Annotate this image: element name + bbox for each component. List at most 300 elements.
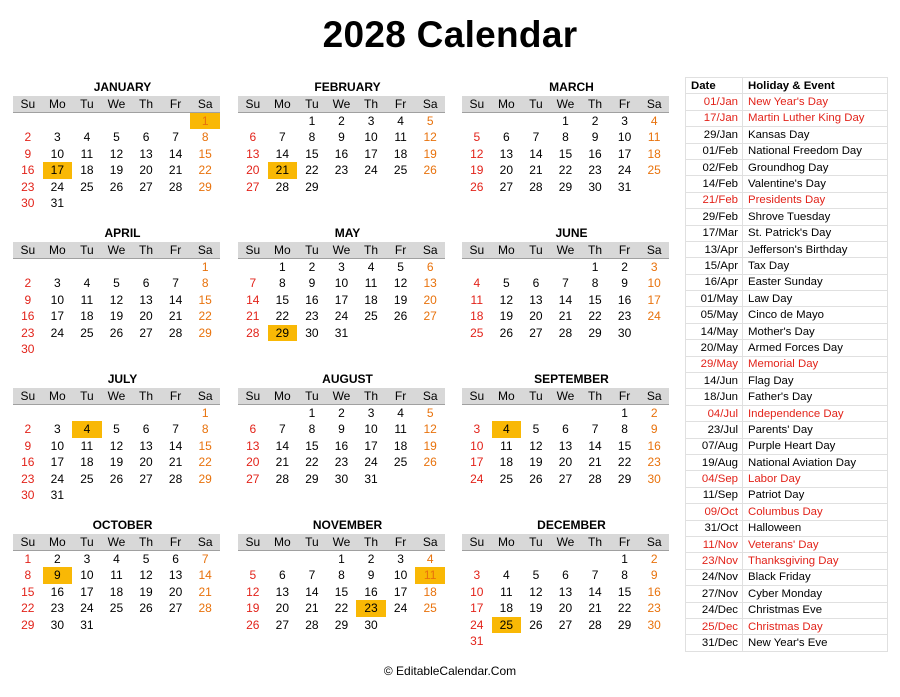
empty-day [268, 113, 298, 130]
day-cell: 28 [246, 325, 260, 340]
day-cell: 15 [588, 292, 602, 307]
day-cell: 13 [558, 584, 573, 599]
month-grid [238, 242, 457, 341]
weekday-header: Sa [415, 534, 445, 551]
day-cell: 1 [279, 259, 286, 274]
day-cell: 30 [21, 342, 35, 356]
day-cell: 19 [470, 163, 484, 177]
day-cell: 20 [246, 455, 260, 469]
weekday-header: Tu [521, 96, 551, 113]
day-cell: 21 [198, 584, 212, 599]
day-cell: 15 [198, 146, 212, 161]
day-cell: 25 [80, 471, 94, 486]
empty-day [580, 551, 610, 568]
holiday-date: 16/Apr [686, 274, 743, 290]
weekday-header: Fr [610, 242, 640, 259]
holiday-event: Veterans' Day [743, 536, 888, 552]
weekday-header: We [551, 388, 581, 405]
day-cell: 5 [532, 568, 540, 582]
day-cell: 19 [529, 455, 543, 469]
day-cell: 22 [275, 309, 290, 323]
day-cell: 18 [423, 584, 437, 599]
day-cell: 28 [275, 471, 290, 486]
holiday-event: Mother's Day [743, 323, 888, 339]
day-cell: 5 [249, 568, 257, 582]
day-cell: 18 [80, 455, 94, 469]
month-august [238, 370, 457, 487]
day-cell: 15 [21, 584, 35, 599]
day-cell: 24 [617, 163, 632, 177]
day-cell: 4 [72, 421, 102, 438]
day-cell: 27 [168, 601, 183, 615]
weekday-header: Th [131, 388, 161, 405]
day-cell: 14 [529, 146, 543, 161]
day-cell: 2 [54, 551, 61, 566]
day-cell: 29 [198, 471, 212, 486]
day-cell: 23 [617, 309, 632, 323]
holiday-row [686, 110, 888, 126]
day-cell: 24 [470, 471, 484, 486]
day-cell: 20 [558, 601, 573, 615]
day-cell: 3 [54, 276, 61, 290]
weekday-header: Th [356, 96, 386, 113]
empty-day [238, 405, 268, 422]
day-cell: 21 [558, 309, 573, 323]
day-cell: 19 [499, 309, 514, 323]
holiday-row [686, 241, 888, 257]
holiday-event: Black Friday [743, 569, 888, 585]
day-cell: 8 [201, 130, 209, 144]
day-cell: 8 [562, 130, 569, 144]
day-cell: 28 [529, 179, 543, 194]
day-cell: 3 [338, 259, 345, 274]
day-cell: 21 [246, 309, 260, 323]
holiday-row [686, 487, 888, 503]
day-cell: 15 [617, 584, 632, 599]
day-cell: 17 [334, 292, 349, 307]
day-cell: 23 [356, 600, 386, 617]
day-cell: 20 [246, 163, 260, 177]
weekday-header: Fr [610, 388, 640, 405]
day-cell: 9 [621, 276, 628, 290]
holiday-date: 11/Nov [686, 536, 743, 552]
day-cell: 5 [113, 276, 120, 290]
weekday-header: Su [13, 96, 43, 113]
holiday-date: 21/Feb [686, 192, 743, 208]
empty-day [492, 113, 522, 130]
holiday-event: Independence Day [743, 405, 888, 421]
weekday-header: Tu [521, 534, 551, 551]
holiday-date: 05/May [686, 307, 743, 323]
day-cell: 13 [139, 438, 153, 453]
day-cell: 1 [24, 551, 32, 566]
day-cell: 8 [621, 422, 628, 436]
day-cell: 5 [113, 130, 120, 144]
day-cell: 21 [305, 601, 319, 615]
day-cell: 3 [367, 113, 375, 128]
day-cell: 25 [423, 601, 437, 615]
day-cell: 30 [50, 617, 65, 632]
day-cell: 26 [423, 455, 437, 469]
day-cell: 12 [109, 146, 124, 161]
weekday-header: Fr [161, 96, 191, 113]
holiday-date: 23/Jul [686, 422, 743, 438]
day-cell: 1 [308, 113, 316, 128]
holiday-row [686, 258, 888, 274]
holiday-event: Cyber Monday [743, 586, 888, 602]
day-cell: 4 [113, 551, 120, 566]
month-july [13, 370, 232, 504]
day-cell: 18 [80, 163, 94, 177]
day-cell: 21 [529, 163, 543, 177]
day-cell: 6 [142, 276, 150, 290]
holiday-date: 15/Apr [686, 258, 743, 274]
empty-day [131, 259, 161, 276]
day-cell: 2 [24, 276, 32, 290]
day-cell: 25 [80, 325, 94, 340]
day-cell: 8 [621, 568, 628, 582]
day-cell: 28 [558, 325, 573, 340]
day-cell: 30 [588, 179, 602, 194]
day-cell: 1 [308, 405, 316, 420]
weekday-header: We [551, 242, 581, 259]
day-cell: 24 [647, 309, 661, 323]
holiday-date: 24/Dec [686, 602, 743, 618]
day-cell: 1 [201, 405, 209, 420]
month-name: DECEMBER [537, 518, 606, 532]
day-cell: 5 [142, 551, 150, 566]
day-cell: 18 [470, 309, 484, 323]
day-cell: 14 [168, 146, 183, 161]
day-cell: 9 [650, 422, 658, 436]
holiday-date: 17/Mar [686, 225, 743, 241]
day-cell: 28 [168, 325, 183, 340]
holiday-row [686, 127, 888, 143]
day-cell: 7 [172, 422, 179, 436]
day-cell: 19 [246, 601, 260, 615]
day-cell: 25 [499, 471, 514, 486]
empty-day [521, 405, 551, 422]
day-cell: 27 [275, 617, 290, 632]
holiday-event: St. Patrick's Day [743, 225, 888, 241]
weekday-header: Sa [415, 388, 445, 405]
day-cell: 10 [470, 438, 484, 453]
month-name: JUNE [555, 226, 588, 240]
day-cell: 19 [109, 163, 124, 177]
holiday-event: Presidents Day [743, 192, 888, 208]
day-cell: 27 [246, 471, 260, 486]
month-grid [13, 96, 232, 212]
day-cell: 31 [617, 179, 632, 194]
day-cell: 14 [275, 438, 290, 453]
day-cell: 27 [246, 179, 260, 194]
day-cell: 30 [305, 325, 319, 340]
holiday-event: Father's Day [743, 389, 888, 405]
day-cell: 4 [397, 405, 404, 420]
day-cell: 20 [558, 455, 573, 469]
month-grid [462, 388, 681, 487]
day-cell: 20 [275, 601, 290, 615]
weekday-header: Su [238, 388, 268, 405]
holiday-row [686, 504, 888, 520]
holiday-date: 20/May [686, 340, 743, 356]
month-name: MARCH [549, 80, 594, 94]
empty-day [131, 405, 161, 422]
holiday-row [686, 291, 888, 307]
day-cell: 29 [617, 617, 632, 632]
holiday-row [686, 569, 888, 585]
day-cell: 3 [473, 422, 481, 436]
holiday-row [686, 340, 888, 356]
day-cell: 11 [364, 276, 378, 290]
month-october [13, 516, 232, 633]
day-cell: 18 [364, 292, 378, 307]
day-cell: 23 [334, 455, 349, 469]
holiday-event: Columbus Day [743, 504, 888, 520]
day-cell: 9 [24, 292, 32, 307]
day-cell: 27 [139, 179, 153, 194]
day-cell: 19 [423, 146, 437, 161]
day-cell: 2 [650, 405, 658, 420]
day-cell: 17 [393, 584, 408, 599]
holiday-event: Cinco de Mayo [743, 307, 888, 323]
day-cell: 26 [470, 179, 484, 194]
day-cell: 26 [139, 601, 153, 615]
day-cell: 4 [492, 421, 522, 438]
day-cell: 23 [21, 471, 35, 486]
day-cell: 10 [334, 276, 349, 290]
day-cell: 17 [647, 292, 661, 307]
day-cell: 16 [647, 584, 661, 599]
day-cell: 7 [591, 568, 599, 582]
weekday-header: Mo [43, 534, 73, 551]
empty-day [102, 113, 132, 130]
month-name: NOVEMBER [312, 518, 383, 532]
day-cell: 5 [503, 276, 510, 290]
day-cell: 31 [364, 471, 378, 486]
weekday-header: Fr [161, 534, 191, 551]
day-cell: 10 [647, 276, 661, 290]
day-cell: 3 [367, 405, 375, 420]
holiday-event: Armed Forces Day [743, 340, 888, 356]
weekday-header: Th [356, 388, 386, 405]
day-cell: 24 [50, 179, 65, 194]
day-cell: 16 [50, 584, 65, 599]
empty-day [238, 259, 268, 276]
day-cell: 9 [43, 567, 73, 584]
day-cell: 8 [24, 568, 32, 582]
day-cell: 17 [50, 455, 65, 469]
holiday-row [686, 274, 888, 290]
day-cell: 22 [558, 163, 573, 177]
weekday-header: Mo [43, 388, 73, 405]
day-cell: 5 [397, 259, 404, 274]
day-cell: 21 [588, 455, 602, 469]
empty-day [43, 259, 73, 276]
day-cell: 16 [617, 292, 632, 307]
month-name: JULY [107, 372, 138, 386]
day-cell: 30 [647, 471, 661, 486]
empty-day [131, 113, 161, 130]
day-cell: 13 [246, 438, 260, 453]
holiday-event: Valentine's Day [743, 176, 888, 192]
weekday-header: Su [13, 388, 43, 405]
day-cell: 22 [617, 601, 632, 615]
day-cell: 30 [334, 471, 349, 486]
day-cell: 10 [50, 438, 65, 453]
day-cell: 7 [591, 422, 599, 436]
holiday-row [686, 192, 888, 208]
weekday-header: Fr [161, 388, 191, 405]
day-cell: 23 [588, 163, 602, 177]
day-cell: 16 [334, 146, 349, 161]
day-cell: 29 [334, 617, 349, 632]
day-cell: 23 [305, 309, 319, 323]
day-cell: 9 [308, 276, 316, 290]
month-grid [462, 534, 681, 650]
empty-day [72, 113, 102, 130]
holiday-table [685, 77, 888, 652]
weekday-header: Sa [415, 96, 445, 113]
day-cell: 25 [80, 179, 94, 194]
weekday-header: Mo [268, 534, 298, 551]
day-cell: 30 [364, 617, 378, 632]
day-cell: 14 [588, 584, 602, 599]
weekday-header: Sa [190, 534, 220, 551]
day-cell: 3 [473, 568, 481, 582]
day-cell: 27 [499, 179, 514, 194]
day-cell: 15 [617, 438, 632, 453]
holiday-row [686, 471, 888, 487]
weekday-header: We [327, 242, 357, 259]
weekday-header: Fr [386, 96, 416, 113]
month-name: OCTOBER [92, 518, 153, 532]
day-cell: 18 [647, 146, 661, 161]
weekday-header: Th [356, 242, 386, 259]
day-cell: 23 [21, 179, 35, 194]
day-cell: 13 [529, 292, 543, 307]
day-cell: 15 [198, 438, 212, 453]
day-cell: 3 [397, 551, 404, 566]
empty-day [72, 405, 102, 422]
weekday-header: Sa [639, 534, 669, 551]
day-cell: 16 [334, 438, 349, 453]
day-cell: 7 [562, 276, 569, 290]
empty-day [492, 551, 522, 568]
day-cell: 18 [499, 601, 514, 615]
day-cell: 17 [617, 146, 632, 161]
holiday-event: Martin Luther King Day [743, 110, 888, 126]
holiday-row [686, 422, 888, 438]
weekday-header: Fr [386, 388, 416, 405]
empty-day [161, 113, 191, 130]
month-grid [238, 534, 457, 633]
holiday-event: Christmas Eve [743, 602, 888, 618]
day-cell: 23 [647, 601, 661, 615]
day-cell: 23 [334, 163, 349, 177]
day-cell: 5 [426, 405, 434, 420]
weekday-header: Mo [43, 242, 73, 259]
day-cell: 16 [588, 146, 602, 161]
day-cell: 11 [500, 438, 513, 453]
day-cell: 30 [647, 617, 661, 632]
month-march [462, 78, 681, 195]
empty-day [462, 551, 492, 568]
day-cell: 8 [591, 276, 599, 290]
day-cell: 11 [415, 567, 445, 584]
holiday-row [686, 520, 888, 536]
weekday-header: Tu [297, 96, 327, 113]
day-cell: 2 [24, 130, 32, 144]
day-cell: 18 [393, 146, 408, 161]
day-cell: 8 [201, 276, 209, 290]
day-cell: 28 [168, 471, 183, 486]
day-cell: 12 [499, 292, 514, 307]
day-cell: 9 [338, 422, 345, 436]
day-cell: 4 [83, 130, 91, 144]
month-name: MAY [334, 226, 361, 240]
day-cell: 6 [142, 130, 150, 144]
day-cell: 10 [393, 568, 408, 582]
day-cell: 1 [562, 113, 569, 128]
month-january [13, 78, 232, 212]
day-cell: 24 [80, 601, 94, 615]
day-cell: 22 [305, 163, 319, 177]
day-cell: 24 [334, 309, 349, 323]
day-cell: 6 [562, 422, 569, 436]
day-cell: 1 [190, 113, 220, 130]
day-cell: 12 [423, 422, 437, 436]
day-cell: 14 [305, 584, 319, 599]
day-cell: 21 [275, 455, 290, 469]
day-cell: 19 [423, 438, 437, 453]
day-cell: 10 [50, 292, 65, 307]
holiday-date: 04/Jul [686, 405, 743, 421]
day-cell: 11 [647, 130, 661, 144]
holiday-date: 02/Feb [686, 159, 743, 175]
weekday-header: Sa [639, 242, 669, 259]
holiday-event: Halloween [743, 520, 888, 536]
day-cell: 12 [246, 584, 260, 599]
weekday-header: Fr [386, 534, 416, 551]
day-cell: 22 [198, 163, 212, 177]
weekday-header: Th [131, 534, 161, 551]
day-cell: 22 [334, 601, 349, 615]
weekday-header: Tu [297, 388, 327, 405]
day-cell: 24 [364, 455, 378, 469]
day-cell: 13 [246, 146, 260, 161]
month-grid [238, 388, 457, 487]
weekday-header: Sa [639, 96, 669, 113]
empty-day [13, 405, 43, 422]
day-cell: 12 [109, 292, 124, 307]
day-cell: 6 [426, 259, 434, 274]
empty-day [521, 551, 551, 568]
day-cell: 12 [393, 276, 408, 290]
holiday-row [686, 307, 888, 323]
day-cell: 10 [470, 584, 484, 599]
page-title: 2028 Calendar [322, 14, 578, 55]
day-cell: 11 [80, 292, 94, 307]
empty-day [43, 113, 73, 130]
day-cell: 17 [364, 438, 378, 453]
holiday-date: 04/Sep [686, 471, 743, 487]
holiday-event: Jefferson's Birthday [743, 241, 888, 257]
day-cell: 17 [50, 309, 65, 323]
day-cell: 2 [367, 551, 375, 566]
day-cell: 26 [109, 471, 124, 486]
day-cell: 14 [168, 292, 183, 307]
